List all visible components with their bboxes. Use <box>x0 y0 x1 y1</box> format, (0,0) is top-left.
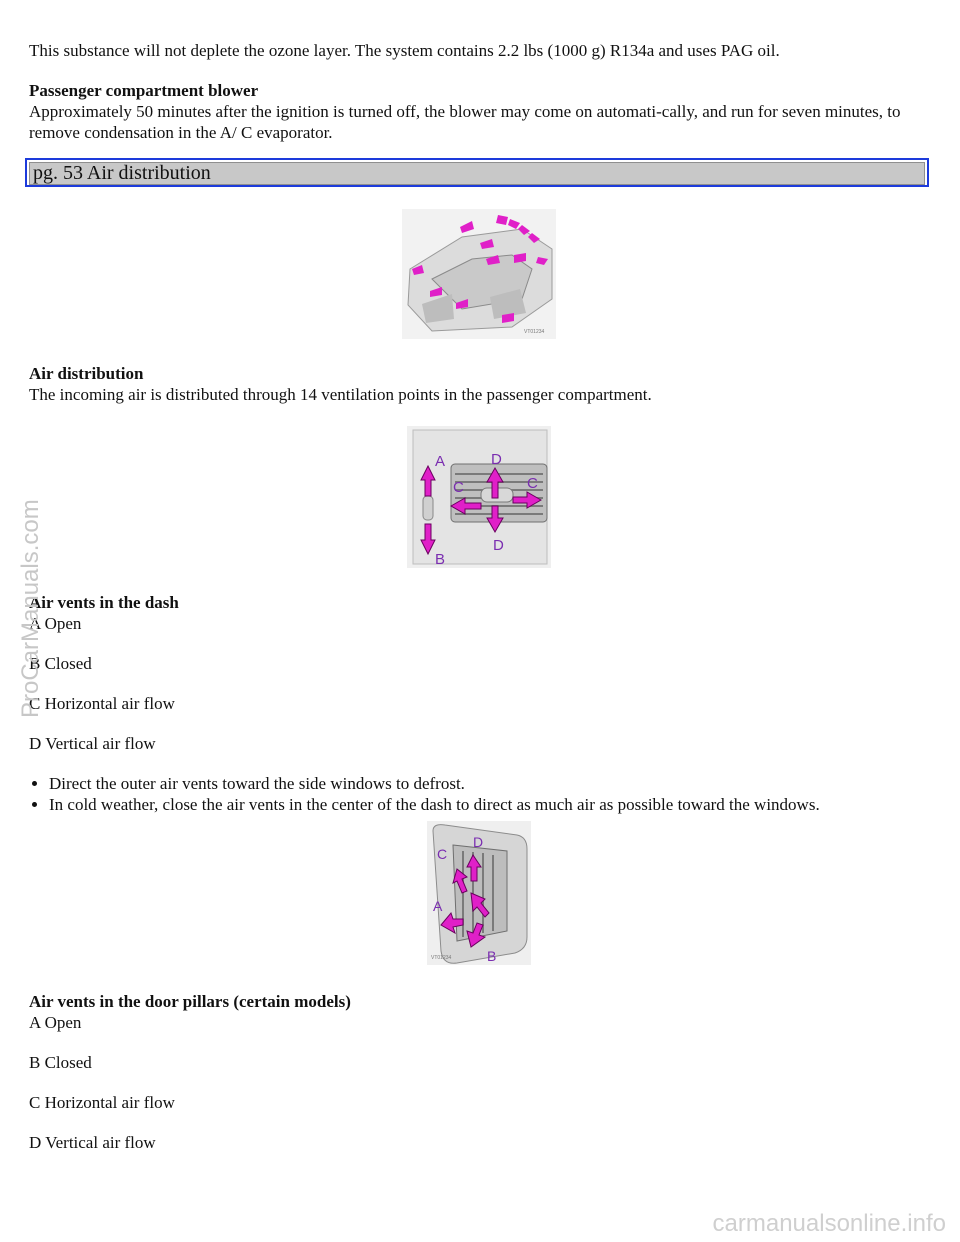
dash-item-b: B Closed <box>29 654 92 673</box>
pillar-label-c: C <box>437 846 448 862</box>
watermark-left: ProCarManuals.com <box>17 499 44 718</box>
section-header-title: pg. 53 Air distribution <box>29 162 925 185</box>
blower-heading: Passenger compartment blower <box>29 81 259 100</box>
pillar-item-a: A Open <box>29 1013 82 1032</box>
dash-item-c: C Horizontal air flow <box>29 694 175 713</box>
section-header-bar <box>25 158 929 187</box>
air-distribution-heading: Air distribution <box>29 364 144 383</box>
pillar-label-d: D <box>473 834 484 850</box>
pillar-label-a: A <box>433 898 443 914</box>
pillar-item-c: C Horizontal air flow <box>29 1093 175 1112</box>
intro-paragraph: This substance will not deplete the ozone layer. The system contains 2.2 lbs (1000 g) R134a and uses PAG oil. <box>29 41 780 60</box>
watermark-bottom: carmanualsonline.info <box>712 1210 946 1237</box>
dash-label-a: A <box>435 453 446 470</box>
svg-text:VT01234: VT01234 <box>431 955 452 961</box>
tips-list <box>29 773 929 815</box>
pillar-item-d: D Vertical air flow <box>29 1133 156 1152</box>
dash-label-d-top: D <box>491 451 502 468</box>
dash-label-c-right: C <box>527 475 538 492</box>
svg-text:VT01234: VT01234 <box>524 329 545 335</box>
pillar-label-b: B <box>487 948 497 964</box>
dash-vents-heading: Air vents in the dash <box>29 593 179 612</box>
manual-page <box>29 40 929 1153</box>
tip-item: • In cold weather, close the air vents in the center of the dash to direct as much air as possible toward the windows. <box>49 794 929 815</box>
dash-vent-illustration <box>407 426 551 568</box>
pillar-vent-illustration <box>427 821 531 965</box>
blower-paragraph: Approximately 50 minutes after the ignition is turned off, the blower may come on automati-cally, and run for seven minutes, to remove condensation in the A/ C evaporator. <box>29 102 901 142</box>
tip-item: • Direct the outer air vents toward the side windows to defrost. <box>49 773 929 794</box>
air-distribution-paragraph: The incoming air is distributed through 14 ventilation points in the passenger compartment. <box>29 385 652 404</box>
pillar-item-b: B Closed <box>29 1053 92 1072</box>
dash-label-b: B <box>435 551 446 568</box>
dash-item-d: D Vertical air flow <box>29 734 156 753</box>
dash-label-d-bottom: D <box>493 537 504 554</box>
air-distribution-illustration <box>402 209 556 339</box>
dash-item-a: A Open <box>29 614 82 633</box>
dash-label-c-left: C <box>453 479 464 496</box>
pillar-vents-heading: Air vents in the door pillars (certain models) <box>29 992 351 1011</box>
